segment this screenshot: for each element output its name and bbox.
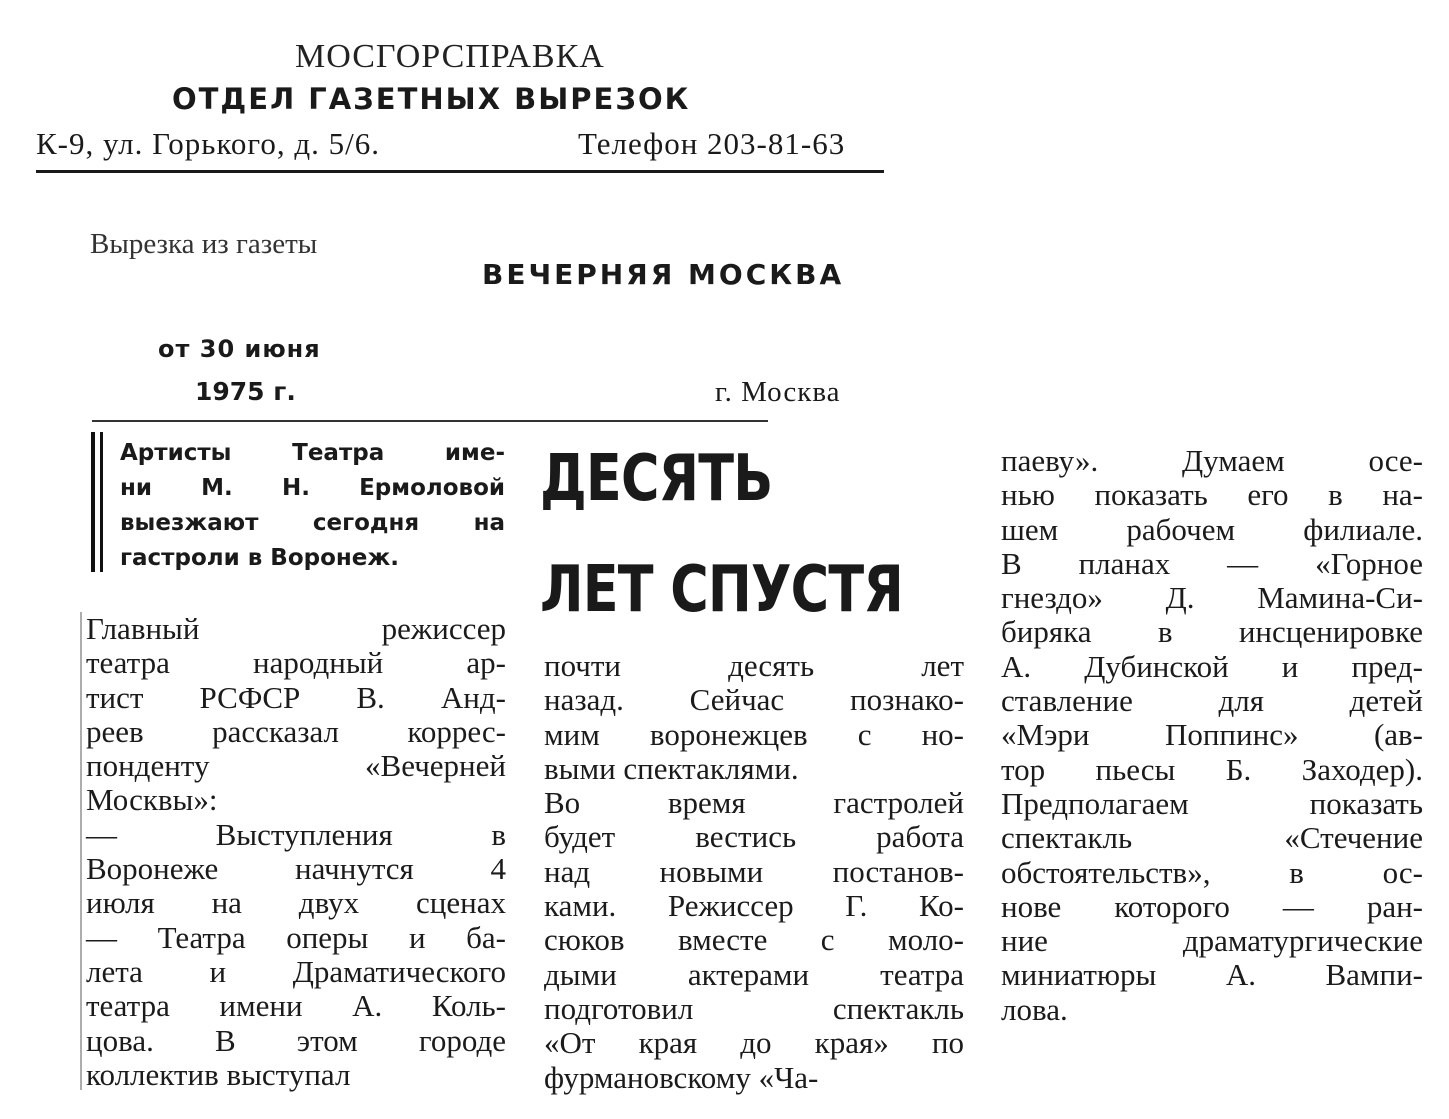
article-line: «От края до края» по — [544, 1025, 964, 1061]
clipping-divider — [92, 420, 768, 422]
phone: Телефон 203-81-63 — [578, 126, 846, 161]
department-title: ОТДЕЛ ГАЗЕТНЫХ ВЫРЕЗОК — [172, 82, 691, 116]
article-line: — Выступления в — [86, 816, 506, 852]
lead-rule-outer — [91, 432, 95, 572]
article-line: нью показать его в на- — [1001, 477, 1423, 513]
article-line: гнездо» Д. Мамина-Си- — [1001, 580, 1423, 616]
article-line: подготовил спектакль — [544, 990, 964, 1026]
header-divider — [36, 170, 884, 173]
headline-line-2: ЛЕТ СПУСТЯ — [540, 553, 903, 627]
article-line: В планах — «Горное — [1001, 545, 1423, 581]
clipping-year: 1975 г. — [195, 377, 296, 406]
article-line: над новыми постанов- — [544, 853, 964, 889]
article-line: ками. Режиссер Г. Ко- — [544, 888, 964, 924]
article-line: — Театра оперы и ба- — [86, 919, 506, 955]
article-line: лета и Драматического — [86, 953, 506, 989]
article-line: «Мэри Поппинс» (ав- — [1001, 717, 1423, 753]
address: К-9, ул. Горького, д. 5/6. — [36, 126, 381, 161]
org-title: МОСГОРСПРАВКА — [295, 38, 605, 75]
article-line: Во время гастролей — [544, 785, 964, 821]
article-line: выми спектаклями. — [544, 750, 799, 786]
article-line: ние драматургические — [1001, 923, 1423, 959]
article-column-1 — [86, 612, 506, 1092]
article-line: цова. В этом городе — [86, 1022, 506, 1058]
article-line: обстоятельств», в ос- — [1001, 854, 1423, 890]
article-lead — [120, 436, 505, 576]
article-line: Главный режиссер — [86, 611, 506, 646]
article-line: мим воронежцев с но- — [544, 716, 964, 752]
article-column-3 — [1001, 444, 1423, 1027]
column-edge-rule — [80, 612, 82, 1090]
article-column-2 — [544, 649, 964, 1095]
article-line: ставление для детей — [1001, 683, 1423, 719]
article-line: театра народный ар- — [86, 645, 506, 681]
clipping-label: Вырезка из газеты — [90, 228, 318, 260]
lead-line: выезжают сегодня на — [120, 510, 505, 536]
lead-line: Артисты Театра име- — [120, 440, 505, 466]
headline-line-1: ДЕСЯТЬ — [540, 442, 773, 516]
article-line: лова. — [1001, 991, 1068, 1027]
newspaper-name: ВЕЧЕРНЯЯ МОСКВА — [482, 258, 845, 291]
article-line: миниатюры А. Вампи- — [1001, 957, 1423, 993]
article-line: сюков вместе с моло- — [544, 922, 964, 958]
clipping-city: г. Москва — [715, 376, 841, 408]
article-line: Воронеже начнутся 4 — [86, 851, 506, 887]
article-line: коллектив выступал — [86, 1056, 351, 1092]
lead-rule-inner — [100, 432, 103, 572]
article-line: тист РСФСР В. Анд- — [86, 679, 506, 715]
lead-line: ни М. Н. Ермоловой — [120, 475, 505, 501]
article-line: биряка в инсценировке — [1001, 614, 1423, 650]
article-line: Москвы»: — [86, 782, 218, 818]
clipping-date: от 30 июня — [158, 335, 321, 363]
article-line: реев рассказал коррес- — [86, 713, 506, 749]
article-line: назад. Сейчас познако- — [544, 682, 964, 718]
article-line: будет вестись работа — [544, 819, 964, 855]
article-line: Предполагаем показать — [1001, 785, 1423, 821]
article-line: театра имени А. Коль- — [86, 988, 506, 1024]
article-line: тор пьесы Б. Заходер). — [1001, 751, 1423, 787]
article-line: понденту «Вечерней — [86, 748, 506, 784]
article-line: нове которого — ран- — [1001, 888, 1423, 924]
article-line: фурмановскому «Ча- — [544, 1059, 819, 1095]
article-line: почти десять лет — [544, 648, 964, 683]
article-line: А. Дубинской и пред- — [1001, 648, 1423, 684]
article-line: июля на двух сценах — [86, 885, 506, 921]
lead-line: гастроли в Воронеж. — [120, 545, 400, 571]
article-line: спектакль «Стечение — [1001, 820, 1423, 856]
article-line: паеву». Думаем осе- — [1001, 443, 1423, 478]
article-line: шем рабочем филиале. — [1001, 511, 1423, 547]
article-line: дыми актерами театра — [544, 956, 964, 992]
